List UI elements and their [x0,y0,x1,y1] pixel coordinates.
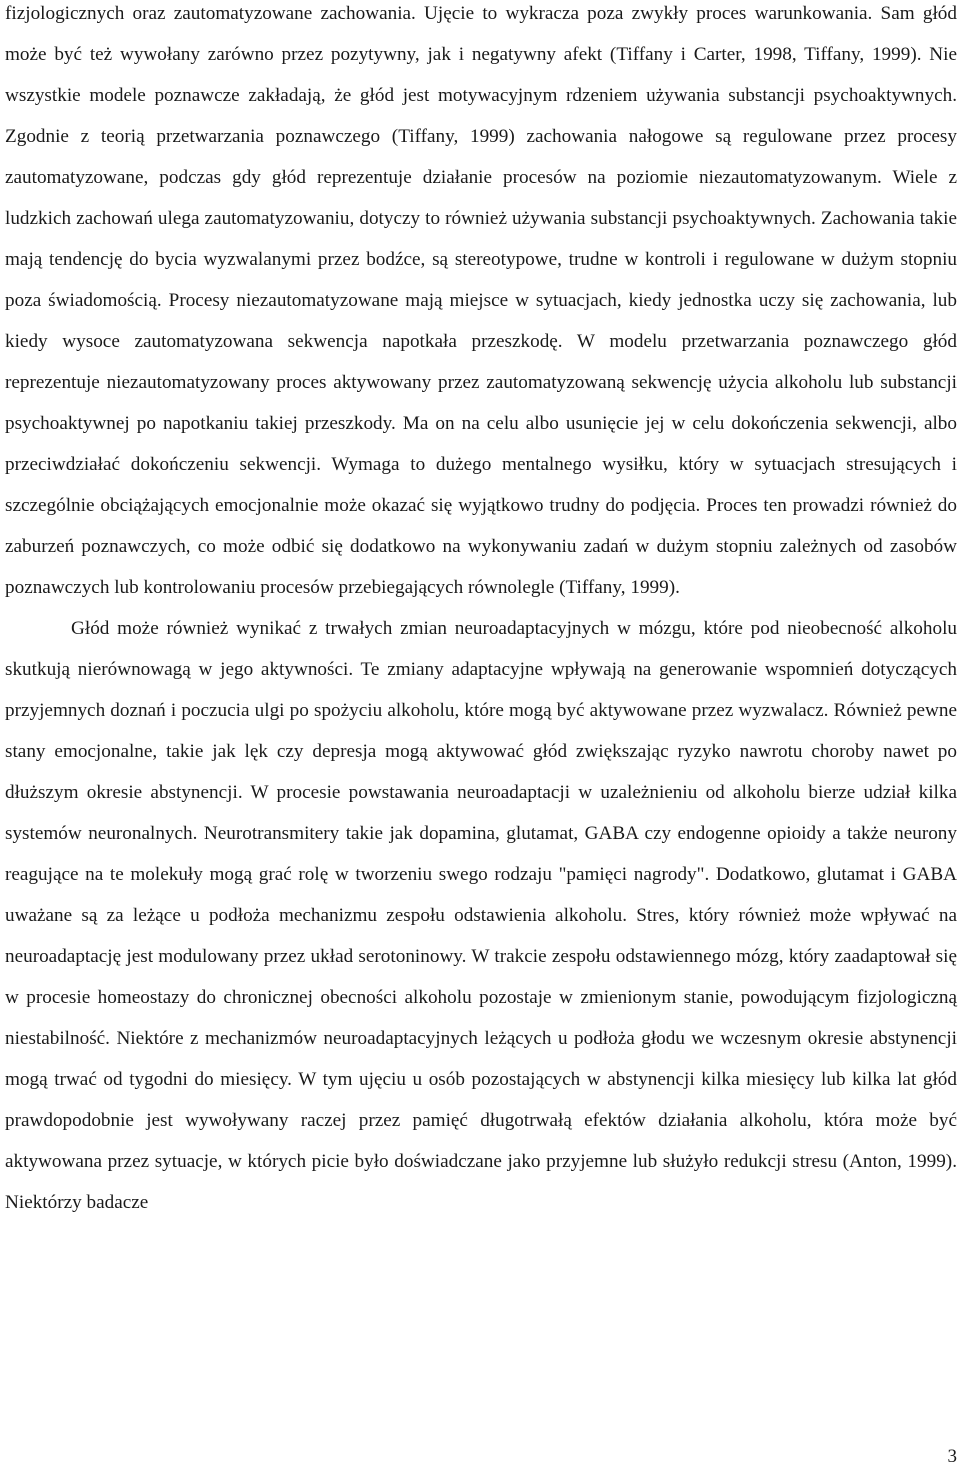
paragraph-cognitive-processing: fizjologicznych oraz zautomatyzowane zachowania. Ujęcie to wykracza poza zwykły proces warunkowania. Sam głód może być też wywołany zarówno przez pozytywny, jak i negatywny afekt (Tiffany i Carter, 1998, Tiffany, 1999). Nie wszystkie modele poznawcze zakładają, że głód jest motywacyjnym rdzeniem używania substancji psychoaktywnych. Zgodnie z teorią przetwarzania poznawczego (Tiffany, 1999) zachowania nałogowe są regulowane przez procesy zautomatyzowane, podczas gdy głód reprezentuje działanie procesów na poziomie niezautomatyzowanym. Wiele z ludzkich zachowań ulega zautomatyzowaniu, dotyczy to również używania substancji psychoaktywnych. Zachowania takie mają tendencję do bycia wyzwalanymi przez bodźce, są stereotypowe, trudne w kontroli i regulowane w dużym stopniu poza świadomością. Procesy niezautomatyzowane mają miejsce w sytuacjach, kiedy jednostka uczy się zachowania, lub kiedy wysoce zautomatyzowana sekwencja napotkała przeszkodę. W modelu przetwarzania poznawczego głód reprezentuje niezautomatyzowany proces aktywowany przez zautomatyzowaną sekwencję użycia alkoholu lub substancji psychoaktywnej po napotkaniu takiej przeszkody. Ma on na celu albo usunięcie jej w celu dokończenia sekwencji, albo przeciwdziałać dokończeniu sekwencji. Wymaga to dużego mentalnego wysiłku, który w sytuacjach stresujących i szczególnie obciążających emocjonalnie może okazać się wyjątkowo trudny do podjęcia. Proces ten prowadzi również do zaburzeń poznawczych, co może odbić się dodatkowo na wykonywaniu zadań w dużym stopniu zależnych od zasobów poznawczych lub kontrolowaniu procesów przebiegających równolegle (Tiffany, 1999). [5,3,957,598]
page-number: 3 [947,1446,957,1467]
paragraph-neuroadaptation: Głód może również wynikać z trwałych zmian neuroadaptacyjnych w mózgu, które pod nieobecność alkoholu skutkują nierównowagą w jego aktywności. Te zmiany adaptacyjne wpływają na generowanie wspomnień dotyczących przyjemnych doznań i poczucia ulgi po spożyciu alkoholu, które mogą być aktywowane przez wyzwalacz. Również pewne stany emocjonalne, takie jak lęk czy depresja mogą aktywować głód zwiększając ryzyko nawrotu choroby nawet po dłuższym okresie abstynencji. W procesie powstawania neuroadaptacji w uzależnieniu od alkoholu bierze udział kilka systemów neuronalnych. Neurotransmitery takie jak dopamina, glutamat, GABA czy endogenne opioidy a także neurony reagujące na te molekuły mogą grać rolę w tworzeniu swego rodzaju "pamięci nagrody". Dodatkowo, glutamat i GABA uważane są za leżące u podłoża mechanizmu zespołu odstawienia alkoholu. Stres, który również może wpływać na neuroadaptację jest modulowany przez układ serotoninowy. W trakcie zespołu odstawiennego mózg, który zaadaptował się w procesie homeostazy do chronicznej obecności alkoholu pozostaje w zmienionym stanie, powodującym fizjologiczną niestabilność. Niektóre z mechanizmów neuroadaptacyjnych leżących u podłoża głodu we wczesnym okresie abstynencji mogą trwać od tygodni do miesięcy. W tym ujęciu u osób pozostających w abstynencji kilka miesięcy lub kilka lat głód prawdopodobnie jest wywoływany raczej przez pamięć długotrwałą efektów działania alkoholu, która może być aktywowana przez sytuacje, w których picie było doświadczane jako przyjemne lub służyło redukcji stresu (Anton, 1999). Niektórzy badacze [5,618,957,1213]
body-text [5,0,957,1223]
